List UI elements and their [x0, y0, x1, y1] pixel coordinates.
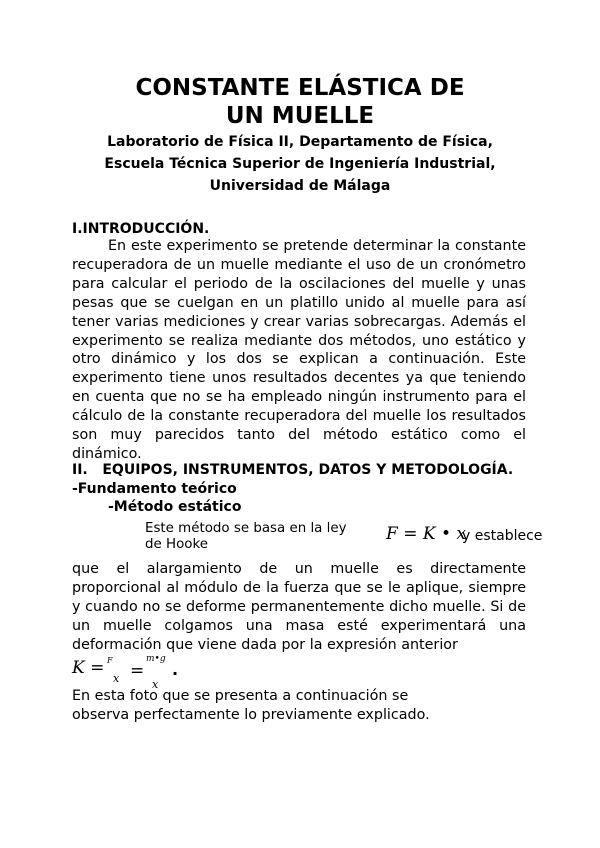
formula-frac2-denominator: x	[152, 678, 159, 691]
section-1-heading: I.INTRODUCCIÓN.	[72, 221, 210, 237]
formula-period: .	[172, 660, 179, 679]
section-1-paragraph: En este experimento se pretende determinar la constante recuperadora de un muelle mediante el uso de un cronómetro para calcular el periodo de la oscilaciones del muelle y unas pesas que se cuelgan en un platillo unido al muelle para así tener varias mediciones y crear varias sobrecargas. Además el experimento se realiza mediante dos métodos, uno estático y otro dinámico y los dos se explican a continuación. Este experimento tiene unos resultados decentes ya que teniendo en cuenta que no se ha empleado ningún instrumento para el cálculo de la constante recuperadora del muelle los resultados son muy parecidos tanto del método estático como el dinámico.	[72, 238, 526, 462]
hooke-description	[145, 521, 347, 553]
closing-paragraph: En esta foto que se presenta a continuación se observa perfectamente lo previamente explicado.	[72, 688, 430, 723]
formula-lhs: K =	[72, 658, 105, 678]
subheading-metodo-estatico: -Método estático	[108, 499, 242, 515]
section-2-paragraph: que el alargamiento de un muelle es directamente proporcional al módulo de la fuerza que se le aplique, siempre y cuando no se deforme permanentemente dicho muelle. Si de un muelle colgamos una masa esté experimentará una deformación que viene dada por la expresión anterior	[72, 561, 526, 653]
hooke-formula: F = K • x	[386, 524, 466, 544]
section-2-heading: II. EQUIPOS, INSTRUMENTOS, DATOS Y METODOLOGÍA.	[72, 462, 514, 478]
affiliation-line-1: Laboratorio de Física II, Departamento de Física,	[107, 134, 493, 150]
formula-frac2-numerator: m•g	[146, 654, 166, 664]
title-line-1: CONSTANTE ELÁSTICA DE	[135, 75, 465, 101]
affiliation-line-3: Universidad de Málaga	[209, 178, 391, 194]
hooke-formula-trailing-text: y establece	[462, 528, 543, 544]
formula-equals: =	[130, 661, 145, 681]
hooke-line-1: Este método se basa en la ley	[145, 521, 347, 536]
spring-constant-formula	[72, 652, 272, 692]
formula-frac1-numerator: F	[107, 656, 113, 665]
formula-frac1-denominator: x	[113, 672, 120, 685]
subheading-fundamento: -Fundamento teórico	[72, 481, 237, 497]
affiliation-line-2: Escuela Técnica Superior de Ingeniería Industrial,	[104, 156, 496, 172]
affiliation	[0, 131, 600, 197]
title-line-2: UN MUELLE	[225, 103, 375, 129]
document-title	[0, 74, 600, 130]
hooke-line-2: de Hooke	[145, 537, 208, 552]
